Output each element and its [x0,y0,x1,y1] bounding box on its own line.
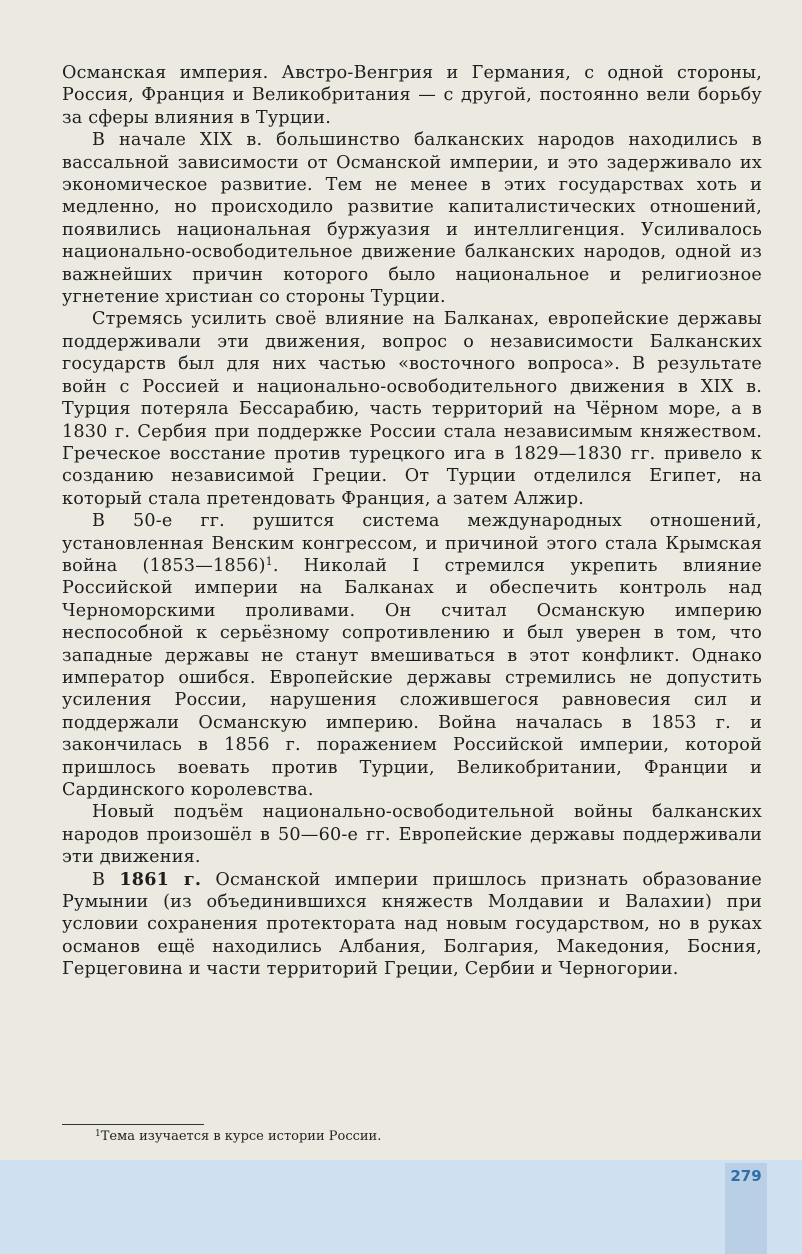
footnote-rule [62,1124,204,1125]
footnote-text: Тема изучается в курсе истории России. [100,1129,382,1144]
paragraph-text: Османская империя. Австро-Венгрия и Германия, с одной стороны, Россия, Франция и Великобритания — с другой, постоянно вели борьбу за сферы влияния в Турции. [62,63,762,128]
paragraph [62,801,762,868]
paragraph [62,510,762,801]
main-text [62,62,762,981]
bold-text: 1861 г. [119,868,202,890]
paragraph-text: В 50-е гг. рушится система международных отношений, установленная Венским конгрессом, и причиной этого стала Крымская война (1853—1856) [62,511,762,576]
paragraph [62,308,762,510]
paragraph-text: Османской империи пришлось признать образование Румынии (из объединившихся княжеств Молдавии и Валахии) при условии сохранения протектората над новым государством, но в руках османов ещё находились Албания, Болгария, Македония, Босния, Герцеговина и части территорий Греции, Сербии и Черногории. [62,869,762,980]
footnote-ref: 1 [265,554,273,568]
footnote [95,1128,755,1146]
paragraph [62,129,762,308]
paragraph-text: Стремясь усилить своё влияние на Балканах, европейские державы поддерживали эти движения, вопрос о независимости Балканских государств был для них частью «восточного вопроса». В результате войн с Россией и национально-освободительного движения в XIX в. Турция потеряла Бессарабию, часть территорий на Чёрном море, а в 1830 г. Сербия при поддержке России стала независимым княжеством. Греческое восстание против турецкого ига в 1829—1830 гг. привело к созданию независимой Греции. От Турции отделился Египет, на который стала претендовать Франция, а затем Алжир. [62,309,762,509]
bottom-band [0,1160,802,1254]
paragraph-text: В начале XIX в. большинство балканских народов находились в вассальной зависимости от Османской империи, и это задерживало их экономическое развитие. Тем не менее в этих государствах хоть и медленно, но происходило развитие капиталистических отношений, появились национальная буржуазия и интеллигенция. Усиливалось национально-освободительное движение балканских народов, одной из важнейших причин которого было национальное и религиозное угнетение христиан со стороны Турции. [62,130,762,308]
page-number: 279 [730,1167,762,1185]
paragraph [62,869,762,981]
footnote-marker: 1 [95,1129,101,1139]
paragraph [62,62,762,129]
paragraph-text: Новый подъём национально-освободительной войны балканских народов произошёл в 50—60-е гг. Европейские державы поддерживали эти движения. [62,802,762,868]
paragraph-text: . Николай I стремился укрепить влияние Российской империи на Балканах и обеспечить контроль над Черноморскими проливами. Он считал Османскую империю неспособной к серьёзному сопротивлению и был уверен в том, что западные державы не станут вмешиваться в этот конфликт. Однако император ошибся. Европейские державы стремились не допустить усиления России, нарушения сложившегося равновесия сил и поддержали Османскую империю. Война началась в 1853 г. и закончилась в 1856 г. поражением Российской империи, которой пришлось воевать против Турции, Великобритании, Франции и Сардинского королевства. [62,555,762,800]
paragraph-text: В [92,869,120,890]
